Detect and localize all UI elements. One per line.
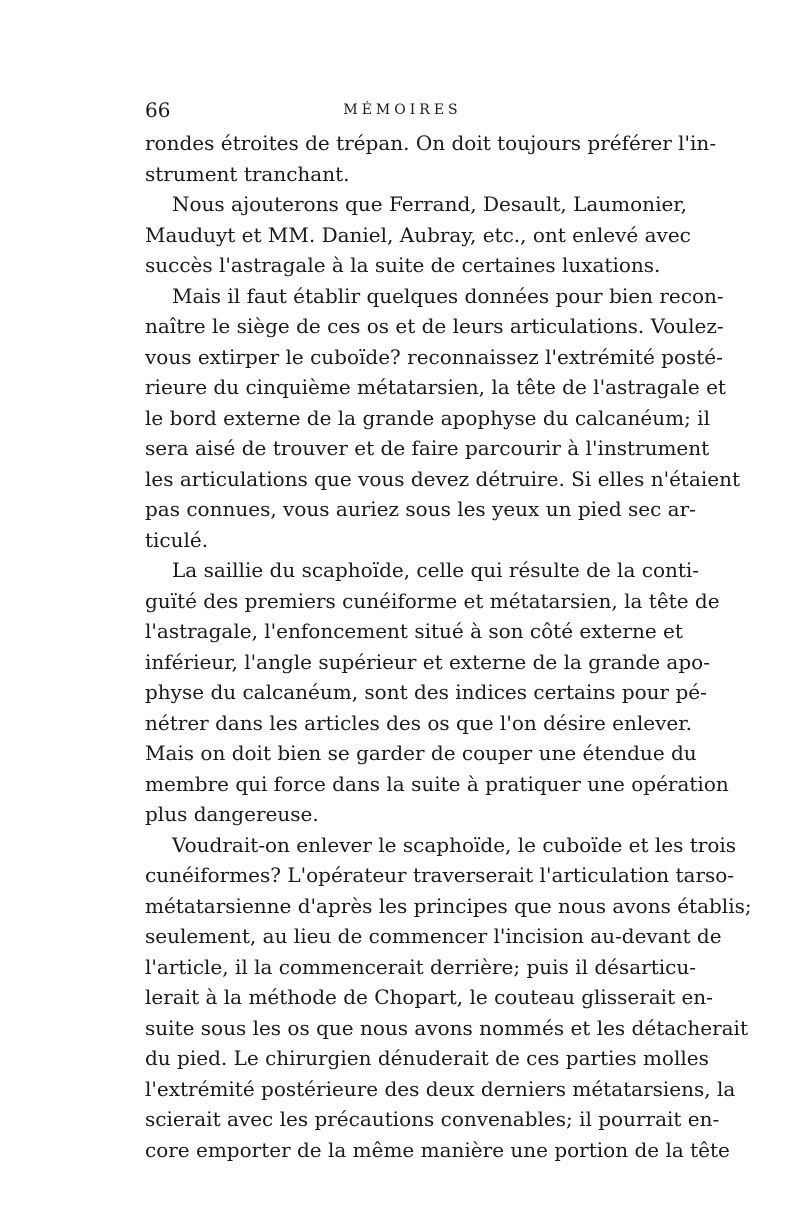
text-line: vous extirper le cuboïde? reconnaissez l'extrémité posté- [145,344,723,369]
paragraph [145,128,717,189]
text-line: inférieur, l'angle supérieur et externe de la grande apo- [145,649,710,674]
text-line: ticulé. [145,527,209,552]
running-head: MÉMOIRES [343,102,462,118]
body-text [145,128,752,1165]
text-line: pas connues, vous auriez sous les yeux un pied sec ar- [145,497,696,521]
text-line: Nous ajouterons que Ferrand, Desault, Laumonier, [172,192,688,216]
text-line: l'article, il la commencerait derrière; puis il désarticu- [145,954,696,979]
text-line: Mais on doit bien se garder de couper une étendue du [145,741,697,765]
text-line: scierait avec les précautions convenables; il pourrait en- [145,1107,720,1131]
text-line: La saillie du scaphoïde, celle qui résulte de la conti- [172,558,700,582]
text-line: plus dangereuse. [145,802,319,826]
text-line: rondes étroites de trépan. On doit toujours préférer l'in- [145,131,717,155]
text-line: l'extrémité postérieure des deux derniers métatarsiens, la [145,1076,736,1101]
text-line: lerait à la méthode de Chopart, le couteau glisserait en- [145,985,713,1009]
text-line: guïté des premiers cunéiforme et métatarsien, la tête de [145,588,720,613]
text-line: membre qui force dans la suite à pratiquer une opération [145,771,729,796]
text-line: succès l'astragale à la suite de certaines luxations. [145,253,661,277]
text-line: core emporter de la même manière une portion de la tête [145,1137,730,1162]
text-line: le bord externe de la grande apophyse du calcanéum; il [145,405,710,430]
text-line: l'astragale, l'enfoncement situé à son côté externe et [145,619,683,643]
text-line: du pied. Le chirurgien dénuderait de ces parties molles [145,1046,709,1070]
text-line: seulement, au lieu de commencer l'incision au-devant de [145,924,722,948]
page-header [145,95,660,125]
text-line: nétrer dans les articles des os que l'on désire enlever. [145,710,692,735]
text-line: Mais il faut établir quelques données pour bien recon- [172,283,724,308]
paragraph [145,281,741,556]
text-line: les articulations que vous devez détruire. Si elles n'étaient [145,466,741,491]
text-line: suite sous les os que nous avons nommés et les détacherait [145,1015,748,1040]
text-line: naître le siège de ces os et de leurs articulations. Voulez- [145,314,724,338]
paragraph [145,189,691,281]
text-line: rieure du cinquième métatarsien, la tête de l'astragale et [145,375,726,399]
text-line: Mauduyt et MM. Daniel, Aubray, etc., ont enlevé avec [145,222,691,247]
text-line: sera aisé de trouver et de faire parcourir à l'instrument [145,436,710,460]
text-line: cunéiformes? L'opérateur traverserait l'articulation tarso- [145,863,735,887]
text-line: métatarsienne d'après les principes que nous avons établis; [145,893,752,918]
text-line: Voudrait-on enlever le scaphoïde, le cuboïde et les trois [172,832,737,857]
page-number: 66 [145,98,171,122]
text-line: strument tranchant. [145,161,350,186]
paragraph [145,555,729,830]
text-line: physe du calcanéum, sont des indices certains pour pé- [145,680,707,704]
paragraph [145,830,752,1166]
